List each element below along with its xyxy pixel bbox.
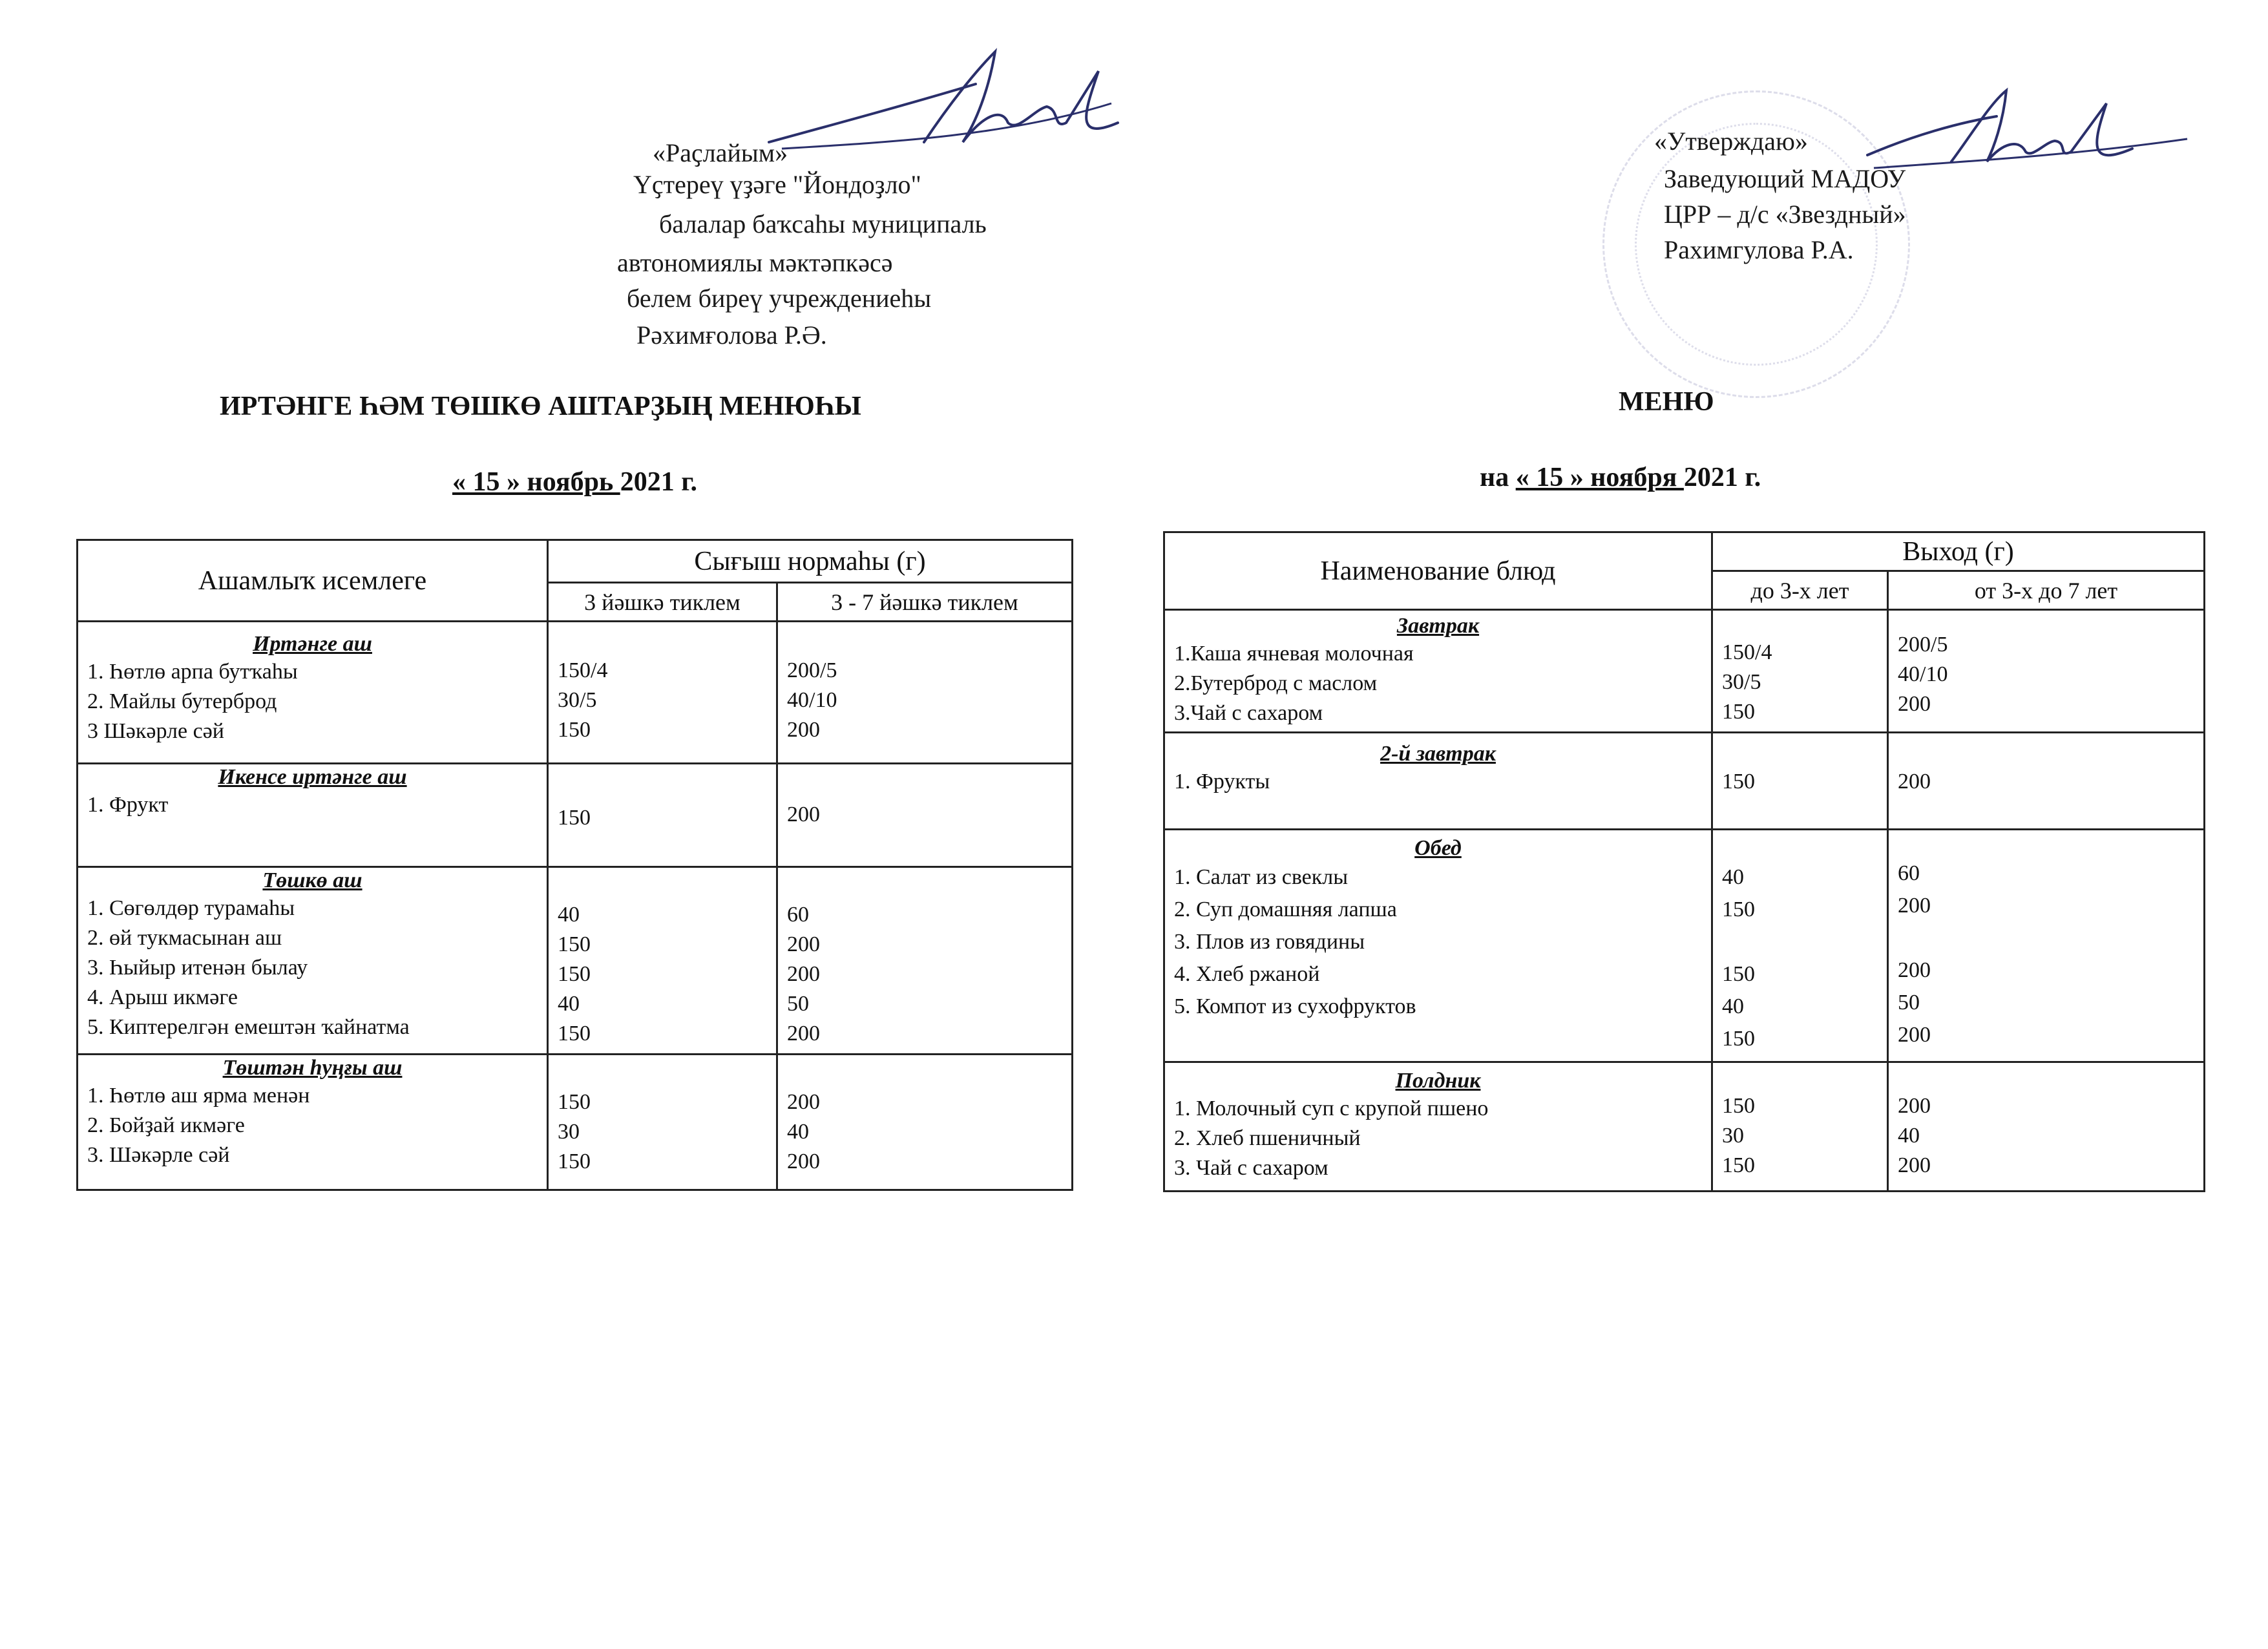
dish-item: 3. Шәкәрле сәй bbox=[87, 1143, 230, 1167]
dish-item: 3 Шәкәрле сәй bbox=[87, 719, 224, 743]
qty-value: 200 bbox=[787, 962, 820, 986]
qty-value: 200 bbox=[1898, 1094, 1931, 1118]
qty-value: 30 bbox=[1722, 1124, 1744, 1148]
qty-value: 30 bbox=[558, 1120, 580, 1144]
approval-line: ЦРР – д/с «Звездный» bbox=[1664, 200, 1906, 229]
qty-value: 30/5 bbox=[1722, 670, 1761, 694]
qty-value: 200/5 bbox=[1898, 633, 1948, 656]
qty-value: 40/10 bbox=[787, 688, 837, 712]
qty-value: 60 bbox=[787, 903, 809, 927]
dish-item: 2. Суп домашняя лапша bbox=[1174, 898, 1397, 921]
qty-value-empty bbox=[1713, 926, 1887, 958]
qty-value: 200 bbox=[787, 1150, 820, 1173]
dish-item: 1. Һөтлө арпа бутҡаһы bbox=[87, 660, 298, 684]
qty-value: 150 bbox=[558, 1090, 591, 1114]
dish-item: 4. Арыш икмәге bbox=[87, 985, 238, 1009]
qty-value: 150/4 bbox=[558, 658, 608, 682]
qty-value-empty bbox=[1889, 922, 2203, 954]
dish-item: 1. Фрукты bbox=[1174, 770, 1270, 793]
column-header-age-a: до 3-х лет bbox=[1712, 571, 1888, 610]
qty-value: 150 bbox=[1722, 770, 1755, 793]
qty-value: 200 bbox=[1898, 1023, 1931, 1047]
qty-value: 150 bbox=[1722, 1094, 1755, 1118]
approval-line: Заведующий МАДОУ bbox=[1664, 164, 1906, 193]
qty-value: 150 bbox=[1722, 1027, 1755, 1051]
qty-value: 150/4 bbox=[1722, 640, 1772, 664]
dish-item: 5. Компот из сухофруктов bbox=[1174, 994, 1416, 1018]
qty-value: 30/5 bbox=[558, 688, 597, 712]
qty-value: 200 bbox=[787, 1022, 820, 1045]
table-row bbox=[78, 622, 1073, 764]
column-header-group: Выход (г) bbox=[1712, 532, 2205, 571]
qty-value: 150 bbox=[558, 1150, 591, 1173]
qty-value: 40 bbox=[558, 992, 580, 1016]
date-day-month: « 15 » ноябрь bbox=[452, 467, 620, 497]
date-prefix: на bbox=[1480, 463, 1516, 492]
approval-line: Рәхимғолова Р.Ә. bbox=[636, 320, 827, 350]
table-row bbox=[78, 1055, 1073, 1190]
page-title-right: МЕНЮ bbox=[1619, 387, 1714, 417]
approval-line: белем биреү учреждениеһы bbox=[627, 284, 932, 313]
date-day-month: « 15 » ноября bbox=[1515, 463, 1684, 492]
column-header-age-b: 3 - 7 йәшкә тиклем bbox=[777, 583, 1073, 622]
meal-title: Икенсе иртәнге аш bbox=[218, 765, 407, 789]
qty-value: 150 bbox=[558, 1022, 591, 1045]
qty-value: 150 bbox=[558, 932, 591, 956]
menu-table-left bbox=[76, 539, 1073, 1191]
meal-title: Иртәнге аш bbox=[253, 632, 372, 656]
dish-item: 3. Плов из говядины bbox=[1174, 930, 1365, 954]
date-left bbox=[452, 467, 697, 498]
table-row bbox=[1164, 830, 2205, 1062]
dish-item: 1. Салат из свеклы bbox=[1174, 865, 1349, 889]
table-row bbox=[78, 867, 1073, 1055]
dish-item: 1.Каша ячневая молочная bbox=[1174, 642, 1414, 666]
column-header-group: Сығыш нормаһы (г) bbox=[548, 540, 1073, 583]
page-title-left: ИРТӘНГЕ ҺӘМ ТӨШКӨ АШТАРҘЫҢ МЕНЮҺЫ bbox=[220, 392, 861, 421]
dish-item: 3.Чай с сахаром bbox=[1174, 701, 1323, 725]
column-header-name: Ашамлыҡ исемлеге bbox=[78, 540, 548, 622]
approval-line: Рахимгулова Р.А. bbox=[1664, 235, 1854, 264]
dish-item: 4. Хлеб ржаной bbox=[1174, 962, 1320, 986]
approval-line: автономиялы мәктәпкәсә bbox=[617, 248, 893, 277]
dish-item: 2. Майлы бутерброд bbox=[87, 689, 277, 713]
qty-value: 150 bbox=[558, 718, 591, 742]
dish-item: 2. Бойҙай икмәге bbox=[87, 1113, 245, 1137]
dish-item: 2. Хлеб пшеничный bbox=[1174, 1126, 1361, 1150]
dish-item: 3. Һыйыр итенән былау bbox=[87, 956, 308, 980]
qty-value: 150 bbox=[1722, 962, 1755, 986]
qty-value: 150 bbox=[558, 806, 591, 830]
qty-value: 40 bbox=[558, 903, 580, 927]
qty-value: 200/5 bbox=[787, 658, 837, 682]
approval-line: балалар баҡсаһы муниципаль bbox=[659, 209, 987, 238]
table-row bbox=[1164, 733, 2205, 830]
qty-value: 40/10 bbox=[1898, 662, 1948, 686]
dish-item: 1. Сөгөлдөр турамаһы bbox=[87, 896, 295, 920]
meal-title: Полдник bbox=[1395, 1069, 1481, 1093]
qty-value: 200 bbox=[1898, 692, 1931, 716]
qty-value: 40 bbox=[1722, 994, 1744, 1018]
dish-item: 5. Киптерелгән емештән ҡайнатма bbox=[87, 1015, 410, 1039]
date-year: 2021 г. bbox=[620, 467, 698, 497]
qty-value: 150 bbox=[558, 962, 591, 986]
qty-value: 200 bbox=[1898, 958, 1931, 982]
qty-value: 50 bbox=[1898, 991, 1920, 1014]
qty-value: 200 bbox=[787, 932, 820, 956]
qty-value: 150 bbox=[1722, 898, 1755, 921]
qty-value: 40 bbox=[787, 1120, 809, 1144]
dish-item: 2. өй тукмасынан аш bbox=[87, 926, 282, 950]
table-row bbox=[1164, 1062, 2205, 1192]
table-row bbox=[1164, 610, 2205, 733]
date-right bbox=[1480, 462, 1761, 493]
qty-value: 60 bbox=[1898, 861, 1920, 885]
meal-title: Завтрак bbox=[1396, 614, 1480, 638]
meal-title: Обед bbox=[1414, 836, 1462, 860]
qty-value: 200 bbox=[1898, 1153, 1931, 1177]
approval-line: «Раҫлайым» bbox=[653, 138, 788, 167]
approval-line: «Утверждаю» bbox=[1654, 127, 1808, 156]
qty-value: 50 bbox=[787, 992, 809, 1016]
dish-item: 2.Бутерброд с маслом bbox=[1174, 671, 1378, 695]
column-header-name: Наименование блюд bbox=[1164, 532, 1712, 610]
date-year: 2021 г. bbox=[1683, 463, 1761, 492]
qty-value: 150 bbox=[1722, 1153, 1755, 1177]
dish-item: 1. Молочный суп с крупой пшено bbox=[1174, 1097, 1489, 1120]
qty-value: 40 bbox=[1722, 865, 1744, 889]
column-header-age-a: 3 йәшкә тиклем bbox=[548, 583, 777, 622]
qty-value: 200 bbox=[787, 803, 820, 826]
qty-value: 150 bbox=[1722, 700, 1755, 724]
table-row bbox=[78, 764, 1073, 867]
dish-item: 3. Чай с сахаром bbox=[1174, 1156, 1328, 1180]
signature-left bbox=[762, 45, 1124, 174]
meal-title: Төштән һуңғы аш bbox=[222, 1056, 403, 1080]
approval-line: Үҫтереү үҙәге "Йондоҙло" bbox=[633, 170, 921, 199]
qty-value: 40 bbox=[1898, 1124, 1920, 1148]
dish-item: 1. Фрукт bbox=[87, 793, 169, 817]
qty-value: 200 bbox=[1898, 770, 1931, 793]
qty-value: 200 bbox=[787, 718, 820, 742]
menu-table-right bbox=[1163, 531, 2205, 1192]
qty-value: 200 bbox=[1898, 894, 1931, 918]
qty-value: 200 bbox=[787, 1090, 820, 1114]
column-header-age-b: от 3-х до 7 лет bbox=[1888, 571, 2205, 610]
meal-title: Төшкө аш bbox=[262, 868, 362, 892]
meal-title: 2-й завтрак bbox=[1380, 742, 1496, 766]
signature-right bbox=[1861, 78, 2197, 187]
dish-item: 1. Һөтлө аш ярма менән bbox=[87, 1084, 310, 1108]
